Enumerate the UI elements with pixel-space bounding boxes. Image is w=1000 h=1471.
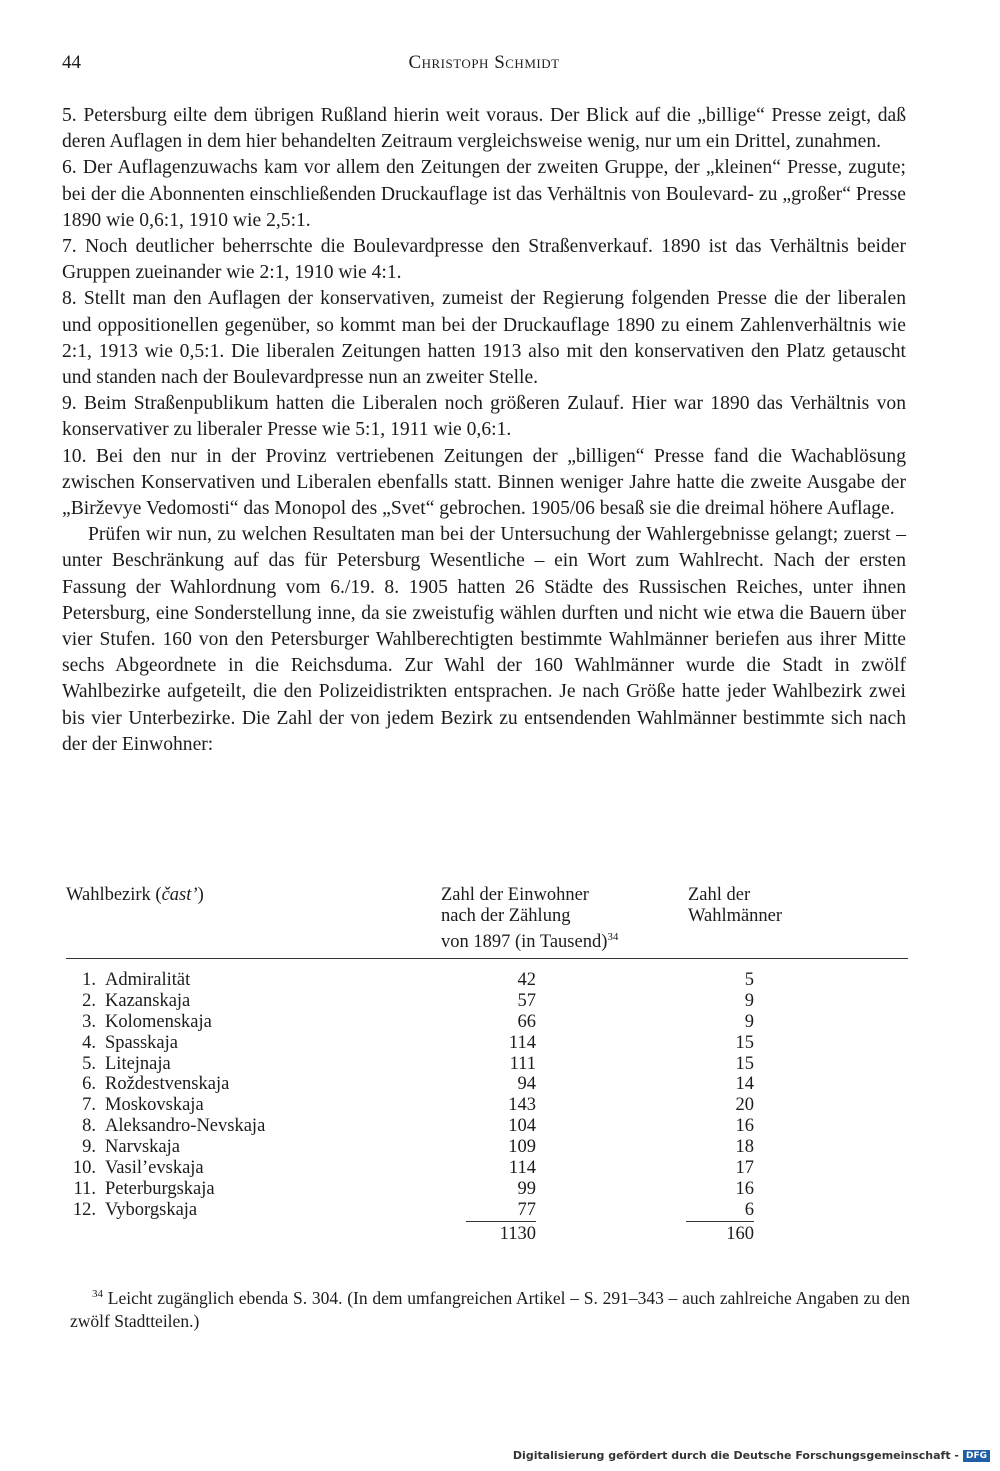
table-row [66,1033,908,1054]
column-header-district-italic: čast’ [161,885,198,905]
row-number: 5. [82,1053,96,1074]
table-row [66,1116,908,1137]
district-name: Kazanskaja [105,990,191,1011]
electors-value: 5 [744,970,754,990]
column-header-electors [688,885,818,927]
table-row [66,1095,908,1116]
running-head: Christoph Schmidt [408,52,560,73]
electors-value: 17 [735,1158,754,1179]
column-header-district [66,885,204,906]
district-name: Moskovskaja [105,1095,204,1116]
table-row [66,991,908,1012]
electors-value: 9 [744,1011,754,1032]
column-header-electors-line-2: Wahlmänner [688,906,783,926]
district-name: Vyborgskaja [105,1199,198,1220]
row-number: 3. [82,1011,96,1032]
table-row [66,1179,908,1200]
table-row [66,1054,908,1075]
district-name: Spasskaja [105,1032,178,1053]
table-row [66,1074,908,1095]
electors-value: 20 [735,1095,754,1116]
electors-value: 16 [735,1116,754,1137]
row-number: 8. [82,1116,96,1137]
population-value: 42 [517,970,536,990]
column-header-district-end: ) [197,885,204,905]
row-number: 6. [82,1074,96,1095]
paragraph-electoral-law: Prüfen wir nun, zu welchen Resultaten man bei der Untersuchung der Wahlergebnisse gelangt; zuerst – unter Beschränkung auf das für Petersburg Wesentliche – ein Wort zum Wahlrecht. Nach der ersten Fassung der Wahlordnung vom 6./19. 8. 1905 hatten 26 Städte des Russischen Reiches, unter ihnen Petersburg, eine Sonderstellung inne, da sie zweistufig wählen durften und nicht wie etwa die Bauern über vier Stufen. 160 von den Petersburger Wahlberechtigten bestimmte Wahlmänner beriefen aus ihrer Mitte sechs Abgeordnete in die Reichsduma. Zur Wahl der 160 Wahlmänner wurde die Stadt in zwölf Wahlbezirke aufgeteilt, die den Polizeidistrikten entsprachen. Je nach Größe hatte jeder Wahlbezirk zwei bis vier Unterbezirke. Die Zahl der von jedem Bezirk zu entsendenden Wahlmänner bestimmte sich nach der der Einwohner: [62,524,906,755]
table-row [66,1158,908,1179]
row-number: 12. [72,1199,96,1220]
row-number: 11. [73,1178,96,1199]
total-population: 1130 [499,1224,536,1244]
population-value: 109 [508,1137,536,1158]
row-number: 4. [82,1032,96,1053]
population-value: 94 [517,1074,536,1095]
electors-value: 16 [735,1178,754,1199]
district-name: Roždestvenskaja [105,1074,230,1095]
column-header-population [441,885,661,953]
header-rule [66,958,908,959]
population-value: 66 [517,1011,536,1032]
population-value: 114 [508,1032,536,1053]
electors-value: 15 [735,1032,754,1053]
totals-row [66,1223,908,1245]
footnote [70,1283,910,1333]
column-header-population-line-1: Zahl der Einwohner [441,885,589,905]
population-value: 111 [509,1053,536,1074]
paragraph-9: 9. Beim Straßenpublikum hatten die Liberalen noch größeren Zulauf. Hier war 1890 das Verhältnis von konservativer zu liberaler Presse wie 5:1, 1911 wie 0,6:1. [62,393,906,441]
column-header-population-line-3-text: von 1897 (in Tausend) [441,932,608,953]
column-header-population-line-2: nach der Zählung [441,906,571,926]
population-value: 99 [517,1178,536,1199]
page-header [62,50,906,76]
table-row [66,1200,908,1221]
electors-value: 14 [735,1074,754,1095]
footnote-reference: 34 [607,931,619,943]
district-name: Aleksandro-Nevskaja [105,1116,266,1137]
population-value: 143 [508,1095,536,1116]
column-header-district-text: Wahlbezirk ( [66,885,162,905]
footnote-marker: 34 [92,1288,103,1300]
digitization-text: Digitalisierung gefördert durch die Deutsche Forschungsgemeinschaft - [512,1449,959,1462]
population-value: 77 [466,1200,536,1222]
column-header-electors-line-1: Zahl der [688,885,751,905]
table-row [66,1012,908,1033]
paragraph-5: 5. Petersburg eilte dem übrigen Rußland hierin weit voraus. Der Blick auf die „billige“ Presse zeigt, daß deren Auflagen in dem hier behandelten Zeitraum vergleichsweise wenig, nur um ein Drittel, zunahmen. [62,105,906,153]
table-body [66,970,908,1221]
page-number: 44 [62,52,81,73]
dfg-logo-icon: DFG [963,1450,990,1462]
row-number: 10. [72,1158,96,1179]
district-name: Vasil’evskaja [105,1158,204,1179]
footnote-text: Leicht zugänglich ebenda S. 304. (In dem umfangreichen Artikel – S. 291–343 – auch zahlreiche Angaben zu den zwölf Stadtteilen.) [70,1287,911,1331]
row-number: 9. [82,1137,96,1158]
total-electors: 160 [726,1224,754,1244]
electors-value: 9 [744,990,754,1011]
district-name: Peterburgskaja [105,1178,215,1199]
population-value: 104 [508,1116,536,1137]
row-number: 1. [82,970,96,990]
table-row [66,970,908,991]
row-number: 7. [82,1095,96,1116]
column-header-population-line-3 [441,927,661,953]
electors-value: 6 [686,1200,754,1222]
paragraph-8: 8. Stellt man den Auflagen der konservativen, zumeist der Regierung folgenden Presse die der liberalen und oppositionellen gegenüber, so kommt man bei der Druckauflage 1890 zu einem Zahlenverhältnis wie 2:1, 1913 wie 0,5:1. Die liberalen Zeitungen hatten 1913 also mit den konservativen den Platz getauscht und standen nach der Boulevardpresse nun an zweiter Stelle. [62,288,906,389]
paragraph-10: 10. Bei den nur in der Provinz vertriebenen Zeitungen der „billigen“ Presse fand die Wachablösung zwischen Konservativen und Liberalen ebenfalls statt. Binnen weniger Jahre hatte die zweite Ausgabe der „Birževye Vedomosti“ das Monopol des „Svet“ gebrochen. 1905/06 besaß sie die dreimal höhere Auflage. [62,445,906,520]
paragraph-6: 6. Der Auflagenzuwachs kam vor allem den Zeitungen der zweiten Gruppe, der „kleinen“ Presse, zugute; bei der die Abonnenten einschließenden Druckauflage ist das Verhältnis von Boulevard- zu „großer“ Presse 1890 wie 0,6:1, 1910 wie 2,5:1. [62,157,906,231]
digitization-notice [513,1449,990,1462]
population-value: 57 [517,990,536,1011]
district-name: Narvskaja [105,1137,180,1158]
paragraph-7: 7. Noch deutlicher beherrschte die Boulevardpresse den Straßenverkauf. 1890 ist das Verhältnis beider Gruppen zueinander wie 2:1, 1910 wie 4:1. [62,236,906,284]
electors-value: 15 [735,1053,754,1074]
population-value: 114 [508,1158,536,1179]
table-row [66,1137,908,1158]
body-text [62,103,906,758]
row-number: 2. [82,990,96,1011]
electors-value: 18 [735,1137,754,1158]
district-name: Admiralität [105,970,191,990]
district-name: Litejnaja [105,1053,171,1074]
district-name: Kolomenskaja [105,1011,212,1032]
